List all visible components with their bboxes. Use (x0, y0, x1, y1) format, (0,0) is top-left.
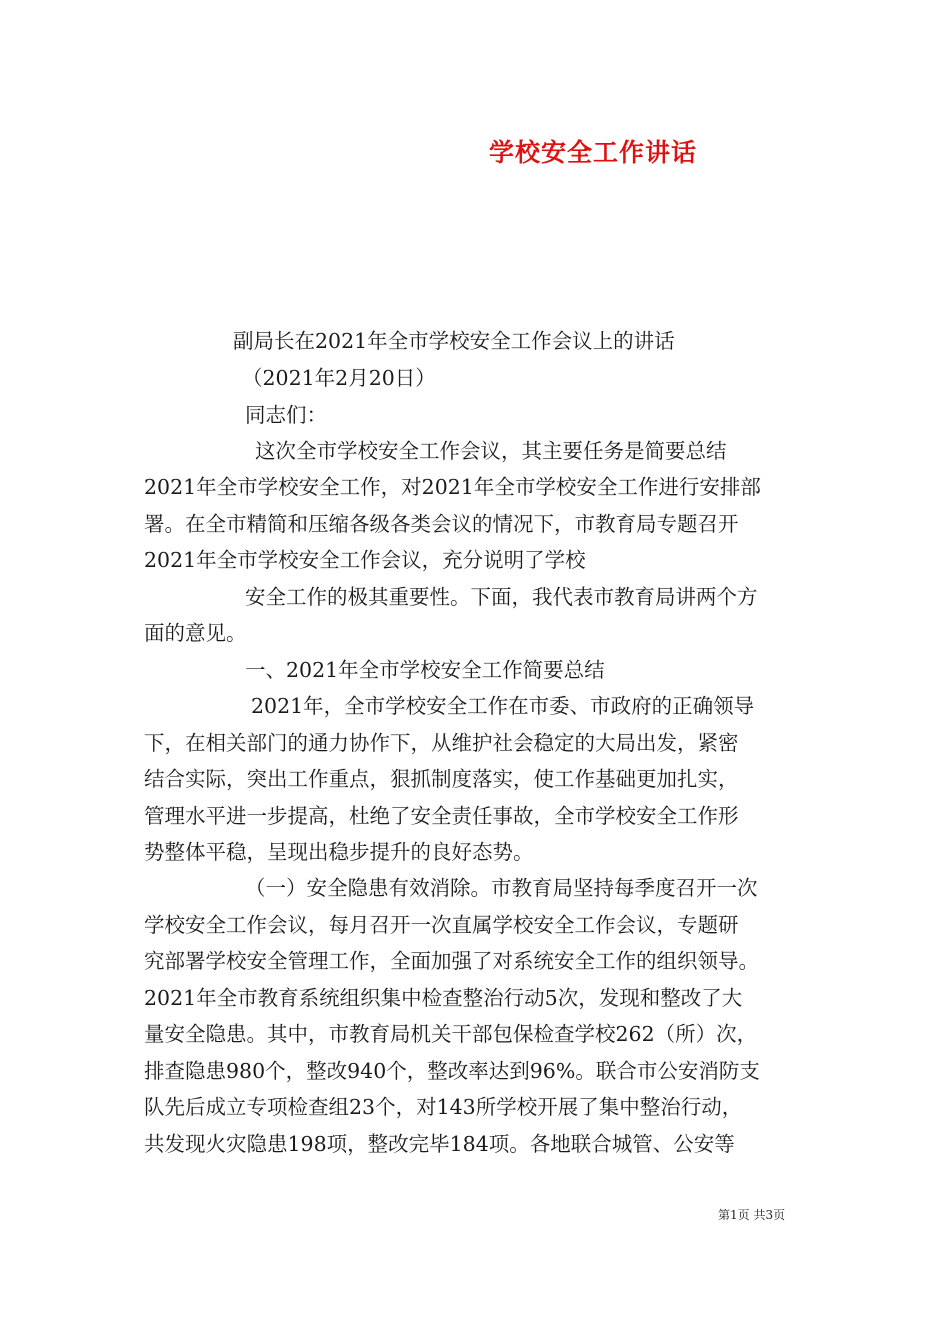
body-line: 这次全市学校安全工作会议，其主要任务是简要总结 (255, 439, 727, 463)
body-line: 学校安全工作会议，每月召开一次直属学校安全工作会议，专题研 (144, 913, 739, 937)
body-line: 2021年全市学校安全工作，对2021年全市学校安全工作进行安排部 (144, 475, 761, 499)
document-title: 学校安全工作讲话 (489, 138, 698, 167)
page-number: 第1页 共3页 (718, 1208, 786, 1222)
body-line: 2021年，全市学校安全工作在市委、市政府的正确领导 (251, 694, 755, 718)
subsection-line: （一）安全隐患有效消除。市教育局坚持每季度召开一次 (245, 876, 758, 900)
body-line: 2021年全市学校安全工作会议，充分说明了学校 (144, 548, 586, 572)
body-line: 排查隐患980个，整改940个，整改率达到96%。联合市公安消防支 (144, 1059, 760, 1083)
section-heading: 一、2021年全市学校安全工作简要总结 (245, 658, 605, 682)
body-line: 下，在相关部门的通力协作下，从维护社会稳定的大局出发，紧密 (144, 731, 739, 755)
speech-heading: 副局长在2021年全市学校安全工作会议上的讲话 (233, 329, 675, 353)
body-line: 结合实际，突出工作重点，狠抓制度落实，使工作基础更加扎实， (144, 767, 739, 791)
body-line: 2021年全市教育系统组织集中检查整治行动5次，发现和整改了大 (144, 986, 743, 1010)
body-line: 安全工作的极其重要性。下面，我代表市教育局讲两个方 (245, 585, 758, 609)
salutation: 同志们： (245, 403, 327, 427)
body-line: 管理水平进一步提高，杜绝了安全责任事故，全市学校安全工作形 (144, 804, 739, 828)
body-line: 共发现火灾隐患198项，整改完毕184项。各地联合城管、公安等 (144, 1132, 735, 1156)
body-line: 署。在全市精简和压缩各级各类会议的情况下，市教育局专题召开 (144, 512, 739, 536)
body-line: 量安全隐患。其中，市教育局机关干部包保检查学校262（所）次， (144, 1022, 758, 1046)
body-line: 势整体平稳，呈现出稳步提升的良好态势。 (144, 840, 534, 864)
speech-date: （2021年2月20日） (242, 366, 436, 390)
body-line: 队先后成立专项检查组23个，对143所学校开展了集中整治行动， (144, 1095, 743, 1119)
body-line: 面的意见。 (144, 621, 247, 645)
body-line: 究部署学校安全管理工作，全面加强了对系统安全工作的组织领导。 (144, 949, 759, 973)
